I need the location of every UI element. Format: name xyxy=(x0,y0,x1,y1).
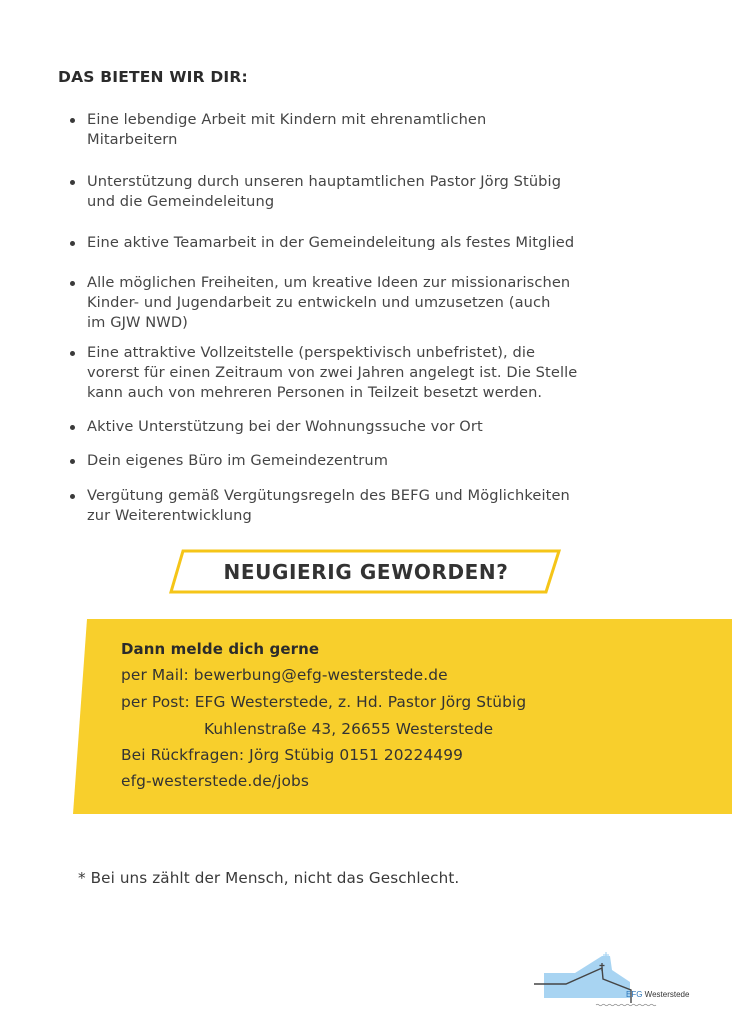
benefit-line: Aktive Unterstützung bei der Wohnungssuche vor Ort xyxy=(87,418,483,435)
contact-address: Kuhlenstraße 43, 26655 Westerstede xyxy=(204,720,494,738)
cta-title: NEUGIERIG GEWORDEN? xyxy=(223,560,509,584)
benefit-line: vorerst für einen Zeitraum von zwei Jahren angelegt ist. Die Stelle xyxy=(87,364,578,381)
contact-box-background xyxy=(0,619,732,814)
contact-phone[interactable]: Bei Rückfragen: Jörg Stübig 0151 20224499 xyxy=(121,746,464,764)
benefit-line: Eine attraktive Vollzeitstelle (perspektivisch unbefristet), die xyxy=(87,344,536,361)
benefit-line: Vergütung gemäß Vergütungsregeln des BEFG und Möglichkeiten xyxy=(87,487,570,504)
logo-efg: EFG xyxy=(626,990,643,999)
bullet-icon xyxy=(70,459,75,464)
logo-name: Westerstede xyxy=(642,990,690,999)
cta-banner xyxy=(168,548,564,596)
benefit-item xyxy=(87,451,707,471)
bullet-icon xyxy=(70,281,75,286)
contact-intro: Dann melde dich gerne xyxy=(121,640,320,658)
bullet-icon xyxy=(70,180,75,185)
benefit-line: Mitarbeitern xyxy=(87,131,178,148)
benefit-item xyxy=(87,486,707,526)
benefit-line: kann auch von mehreren Personen in Teilzeit besetzt werden. xyxy=(87,384,543,401)
benefit-item xyxy=(87,417,707,437)
benefit-line: zur Weiterentwicklung xyxy=(87,507,252,524)
contact-website[interactable]: efg-westerstede.de/jobs xyxy=(121,772,309,790)
bullet-icon xyxy=(70,241,75,246)
benefit-line: und die Gemeindeleitung xyxy=(87,193,275,210)
contact-mail[interactable]: per Mail: bewerbung@efg-westerstede.de xyxy=(121,666,448,684)
benefit-line: Dein eigenes Büro im Gemeindezentrum xyxy=(87,452,389,469)
bullet-icon xyxy=(70,118,75,123)
contact-box xyxy=(0,619,732,814)
benefit-line: Unterstützung durch unseren hauptamtlichen Pastor Jörg Stübig xyxy=(87,173,562,190)
benefit-line: Eine lebendige Arbeit mit Kindern mit ehrenamtlichen xyxy=(87,111,487,128)
benefit-item xyxy=(87,343,707,403)
benefit-item xyxy=(87,172,707,212)
logo-text xyxy=(626,990,689,999)
church-logo xyxy=(530,950,710,1010)
benefit-item xyxy=(87,110,707,150)
benefit-line: im GJW NWD) xyxy=(87,314,188,331)
benefit-item xyxy=(87,233,707,253)
benefit-line: Alle möglichen Freiheiten, um kreative Ideen zur missionarischen xyxy=(87,274,571,291)
contact-post: per Post: EFG Westerstede, z. Hd. Pastor Jörg Stübig xyxy=(121,693,527,711)
bullet-icon xyxy=(70,494,75,499)
section-heading: DAS BIETEN WIR DIR: xyxy=(58,68,248,86)
footnote: * Bei uns zählt der Mensch, nicht das Geschlecht. xyxy=(78,869,460,887)
benefit-line: Kinder- und Jugendarbeit zu entwickeln und umzusetzen (auch xyxy=(87,294,551,311)
benefit-item xyxy=(87,273,707,333)
bullet-icon xyxy=(70,425,75,430)
bullet-icon xyxy=(70,351,75,356)
benefit-line: Eine aktive Teamarbeit in der Gemeindeleitung als festes Mitglied xyxy=(87,234,575,251)
church-building-icon xyxy=(530,950,710,1010)
